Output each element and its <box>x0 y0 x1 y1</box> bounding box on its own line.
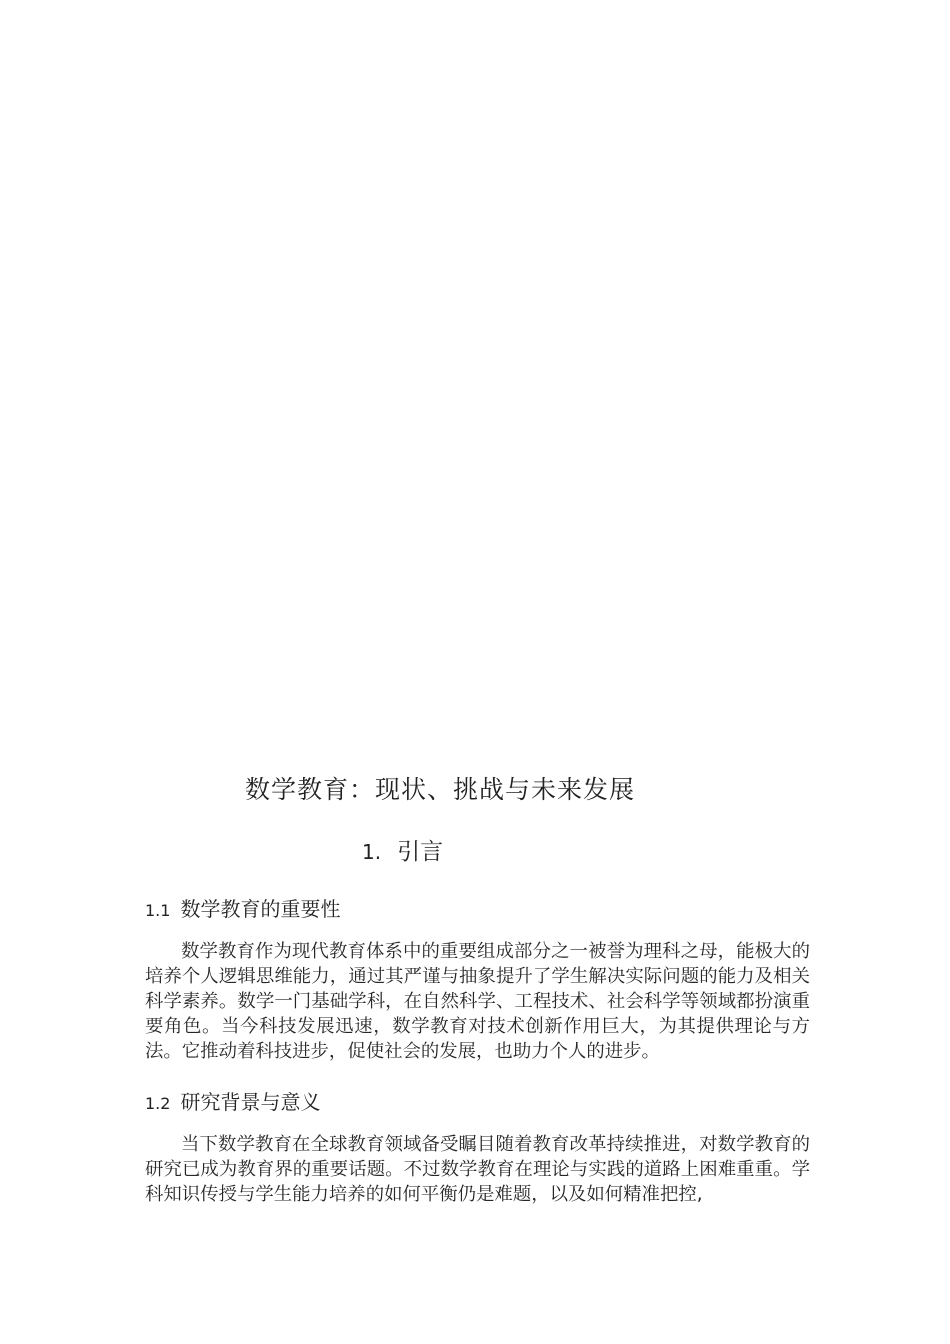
section-title: 引言 <box>397 839 444 865</box>
subsection-title: 研究背景与意义 <box>180 1090 321 1114</box>
paragraph-1-2: 当下数学教育在全球教育领域备受瞩目随着教育改革持续推进，对数学教育的研究已成为教育界的重要话题。不过数学教育在理论与实践的道路上困难重重。学科知识传授与学生能力培养的如何平衡仍是难题，以及如何精准把控, <box>145 1134 810 1205</box>
document-title <box>0 770 950 806</box>
section-heading <box>362 833 443 866</box>
section-number: 1. <box>362 840 382 864</box>
paragraph-1-1: 数学教育作为现代教育体系中的重要组成部分之一被誉为理科之母，能极大的培养个人逻辑思维能力，通过其严谨与抽象提升了学生解决实际问题的能力及相关科学素养。数学一门基础学科，在自然科学、工程技术、社会科学等领域都扮演重要角色。当今科技发展迅速，数学教育对技术创新作用巨大，为其提供理论与方法。它推动着科技进步，促使社会的发展，也助力个人的进步。 <box>145 941 810 1062</box>
document-title-text: 数学教育：现状、挑战与未来发展 <box>244 775 635 804</box>
subsection-heading-1-1 <box>145 893 340 922</box>
subsection-number: 1.1 <box>145 901 171 920</box>
subsection-number: 1.2 <box>145 1094 171 1113</box>
subsection-title: 数学教育的重要性 <box>180 897 341 921</box>
subsection-heading-1-2 <box>145 1086 320 1115</box>
